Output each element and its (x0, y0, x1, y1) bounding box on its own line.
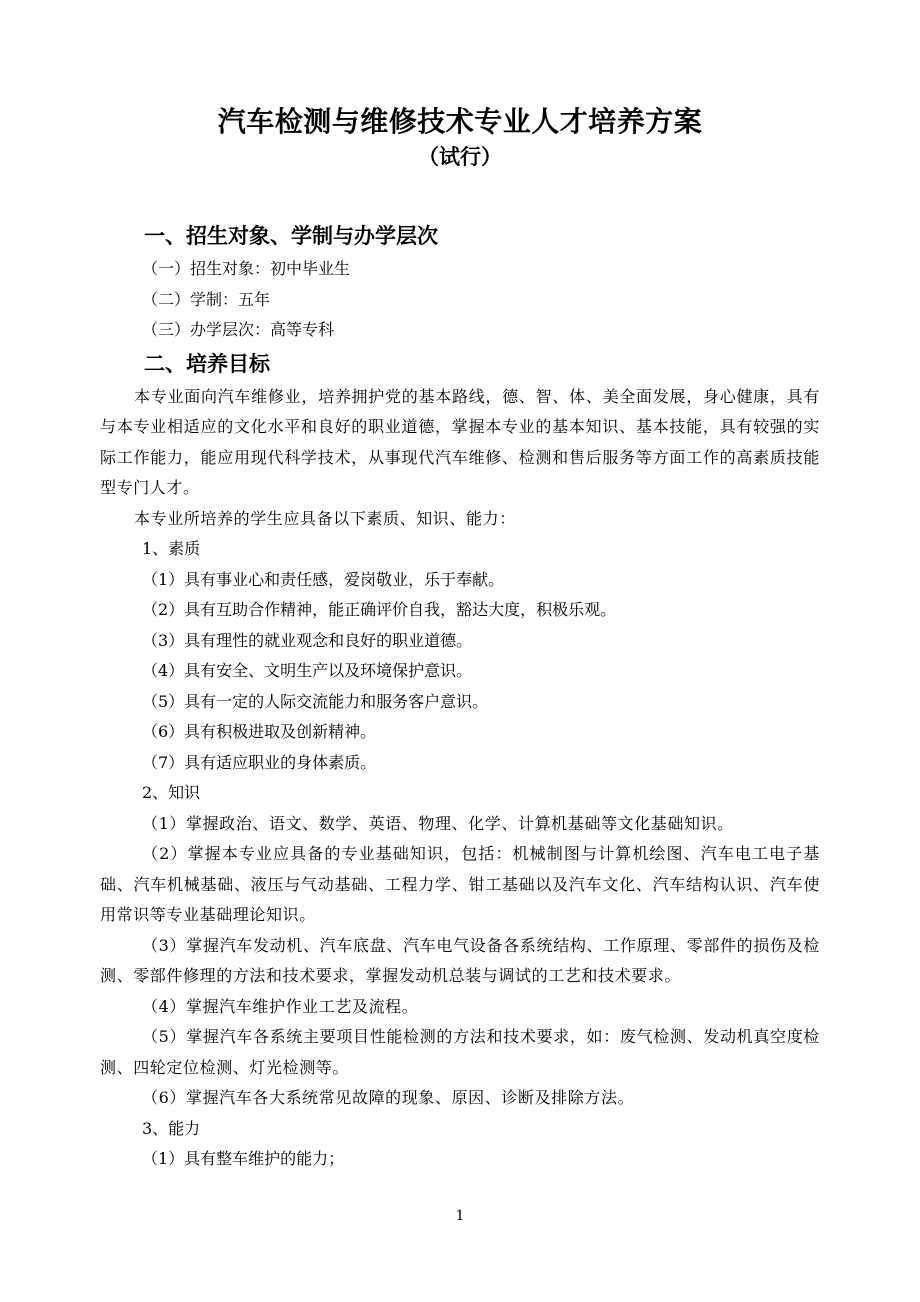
section-heading: 二、培养目标 (144, 350, 270, 376)
document-title: 汽车检测与维修技术专业人才培养方案 (217, 105, 703, 138)
list-item: （二）学制：五年 (142, 289, 271, 309)
subsection-heading: 3、能力 (142, 1118, 201, 1138)
paragraph: 本专业所培养的学生应具备以下素质、知识、能力： (134, 508, 516, 528)
list-item: （3）具有理性的就业观念和良好的职业道德。 (142, 630, 473, 650)
list-item: （5）掌握汽车各系统主要项目性能检测的方法和技术要求，如：废气检测、发动机真空度检测、四轮定位检测、灯光检测等。 (100, 1027, 820, 1077)
list-item: （6）掌握汽车各大系统常见故障的现象、原因、诊断及排除方法。 (142, 1088, 635, 1107)
document-body (100, 218, 820, 1175)
list-item: （一）招生对象：初中毕业生 (142, 259, 351, 278)
list-item: （4）掌握汽车维护作业工艺及流程。 (142, 996, 419, 1016)
list-item: （1）具有整车维护的能力； (142, 1149, 345, 1168)
page-number: 1 (455, 1208, 465, 1224)
list-item: （3）掌握汽车发动机、汽车底盘、汽车电气设备各系统结构、工作原理、零部件的损伤及检测、零部件修理的方法和技术要求，掌握发动机总装与调试的工艺和技术要求。 (100, 935, 820, 985)
list-item: （4）具有安全、文明生产以及环境保护意识。 (142, 661, 473, 680)
paragraph: 本专业面向汽车维修业，培养拥护党的基本路线，德、智、体、美全面发展，身心健康，具有与本专业相适应的文化水平和良好的职业道德，掌握本专业的基本知识、基本技能，具有较强的实际工作能力，能应用现代科学技术，从事现代汽车维修、检测和售后服务等方面工作的高素质技能型专门人才。 (100, 386, 820, 497)
list-item: （1）具有事业心和责任感，爱岗敬业，乐于奉献。 (142, 569, 505, 589)
section-heading: 一、招生对象、学制与办学层次 (144, 223, 438, 248)
list-item: （2）掌握本专业应具备的专业基础知识，包括：机械制图与计算机绘图、汽车电工电子基础、汽车机械基础、液压与气动基础、工程力学、钳工基础以及汽车文化、汽车结构认识、汽车使用常识等专业基础理论知识。 (100, 844, 820, 924)
list-item: （1）掌握政治、语文、数学、英语、物理、化学、计算机基础等文化基础知识。 (142, 813, 734, 833)
list-item: （5）具有一定的人际交流能力和服务客户意识。 (142, 691, 489, 711)
list-item: （7）具有适应职业的身体素质。 (142, 752, 377, 772)
subsection-heading: 1、素质 (142, 539, 201, 558)
list-item: （2）具有互助合作精神，能正确评价自我，豁达大度，积极乐观。 (142, 600, 617, 619)
document-subtitle: （试行） (418, 144, 502, 169)
subsection-heading: 2、知识 (142, 783, 201, 802)
list-item: （三）办学层次：高等专科 (142, 320, 335, 339)
list-item: （6）具有积极进取及创新精神。 (142, 722, 377, 741)
